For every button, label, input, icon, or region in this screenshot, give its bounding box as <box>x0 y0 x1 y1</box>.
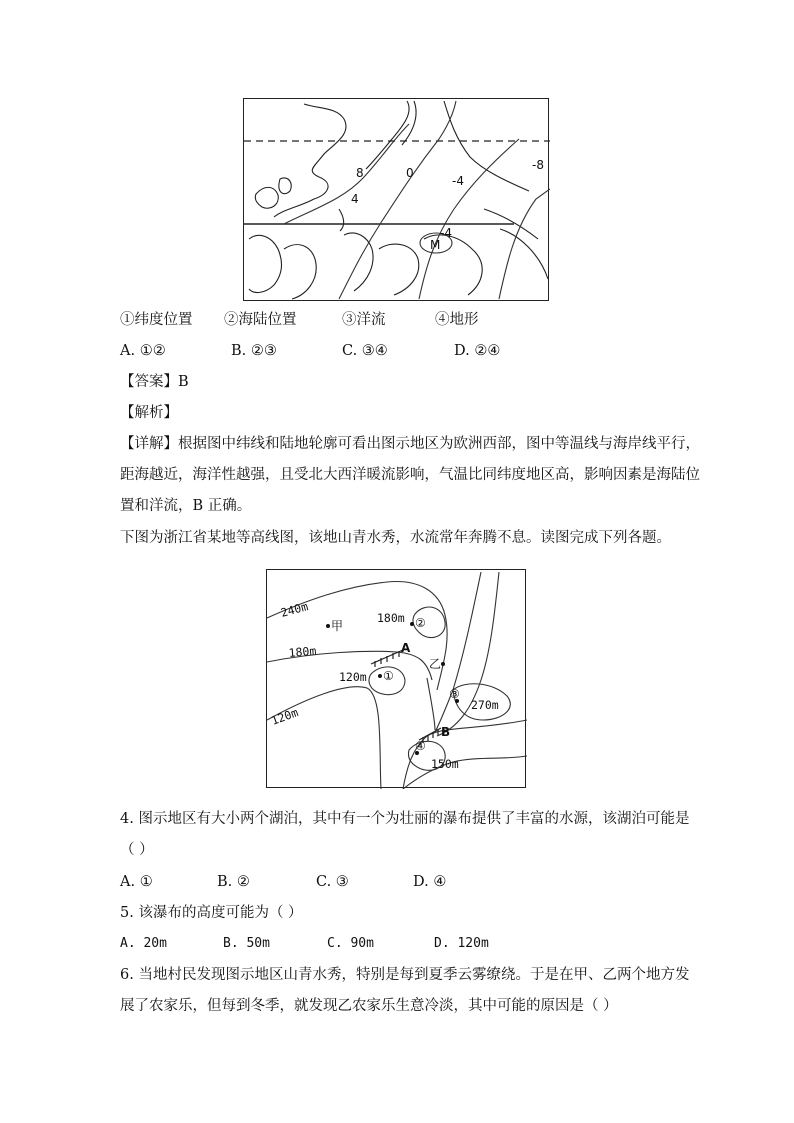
q3-option-b[interactable]: B. ②③ <box>231 343 277 359</box>
isotherm-label-0: 0 <box>406 166 414 180</box>
q4-stem: 4. 图示地区有大小两个湖泊，其中有一个为壮丽的瀑布提供了丰富的水源，该湖泊可能是 <box>120 811 690 827</box>
analysis-line-3: 置和洋流，B 正确。 <box>120 498 252 514</box>
point-jia-label: 甲 <box>331 619 344 633</box>
point-m-label: M <box>430 238 441 252</box>
intro-paragraph: 下图为浙江省某地等高线图，该地山青水秀，水流常年奔腾不息。读图完成下列各题。 <box>120 530 671 546</box>
point-yi-label: 乙 <box>429 657 442 671</box>
contour-label-240m-left: 240m <box>279 599 310 620</box>
point-b-label: B <box>441 725 451 739</box>
contour-map-drawing <box>267 570 527 789</box>
q4-options <box>120 872 446 892</box>
q5-option-a[interactable]: A. 20m <box>120 936 167 951</box>
factor-4: ④地形 <box>435 312 479 328</box>
factor-1: ①纬度位置 <box>120 312 193 328</box>
point-a-label: A <box>401 641 411 655</box>
analysis-line-2: 距海越近，海洋性越强，且受北大西洋暖流影响，气温比同纬度地区高，影响因素是海陆位 <box>120 467 700 483</box>
contour-label-120m-loop: 120m <box>339 670 367 684</box>
analysis-title: 【解析】 <box>120 405 178 421</box>
q3-option-d[interactable]: D. ②④ <box>454 343 501 359</box>
contour-label-150m: 150m <box>431 757 459 771</box>
q3-option-a[interactable]: A. ①② <box>120 343 166 359</box>
answer-line: 【答案】B <box>120 374 189 390</box>
contour-label-270m: 270m <box>471 698 499 712</box>
factor-3: ③洋流 <box>342 312 386 328</box>
coastline-outlines <box>249 101 548 299</box>
isotherm-label-neg4: -4 <box>452 174 464 188</box>
isotherm-map-figure <box>243 98 549 301</box>
point-3-label: ③ <box>449 687 460 701</box>
q6-stem-line-2: 展了农家乐，但每到冬季，就发现乙农家乐生意冷淡，其中可能的原因是（ ） <box>120 998 618 1014</box>
isotherm-label-4: 4 <box>351 192 359 206</box>
isotherm-label-neg8: -8 <box>532 158 544 172</box>
q5-stem: 5. 该瀑布的高度可能为（ ） <box>120 905 303 921</box>
q5-option-d[interactable]: D. 120m <box>434 936 489 951</box>
q3-factors <box>120 310 479 330</box>
analysis-lead: 【详解】 <box>120 436 178 452</box>
q4-option-c[interactable]: C. ③ <box>316 874 349 890</box>
isotherm-label-neg4-loop: -4 <box>440 226 452 240</box>
analysis-text-1: 根据图中纬线和陆地轮廓可看出图示地区为欧洲西部，图中等温线与海岸线平行， <box>178 436 700 452</box>
contour-label-180m-left: 180m <box>288 643 317 660</box>
isotherm-lines <box>284 101 550 299</box>
q5-options <box>120 934 489 954</box>
analysis-line-1 <box>120 434 700 454</box>
q4-stem-brackets: （ ） <box>120 842 154 858</box>
q4-option-b[interactable]: B. ② <box>217 874 250 890</box>
isotherm-label-8: 8 <box>356 166 364 180</box>
q5-option-c[interactable]: C. 90m <box>327 936 374 951</box>
q6-stem-line-1: 6. 当地村民发现图示地区山青水秀，特别是每到夏季云雾缭绕。于是在甲、乙两个地方发 <box>120 967 690 983</box>
q3-options <box>120 341 500 361</box>
q5-option-b[interactable]: B. 50m <box>223 936 270 951</box>
q4-option-d[interactable]: D. ④ <box>413 874 447 890</box>
lake-1-label: ① <box>383 669 394 683</box>
contour-map-figure <box>266 569 526 788</box>
point-4-label: ④ <box>415 739 426 753</box>
contour-label-120m-left: 120m <box>269 705 301 728</box>
factor-2: ②海陆位置 <box>224 312 297 328</box>
isotherm-map-drawing <box>244 99 550 302</box>
q3-option-c[interactable]: C. ③④ <box>342 343 388 359</box>
q4-option-a[interactable]: A. ① <box>120 874 153 890</box>
lake-2-label: ② <box>415 616 426 630</box>
contour-label-180m-loop: 180m <box>377 611 405 625</box>
